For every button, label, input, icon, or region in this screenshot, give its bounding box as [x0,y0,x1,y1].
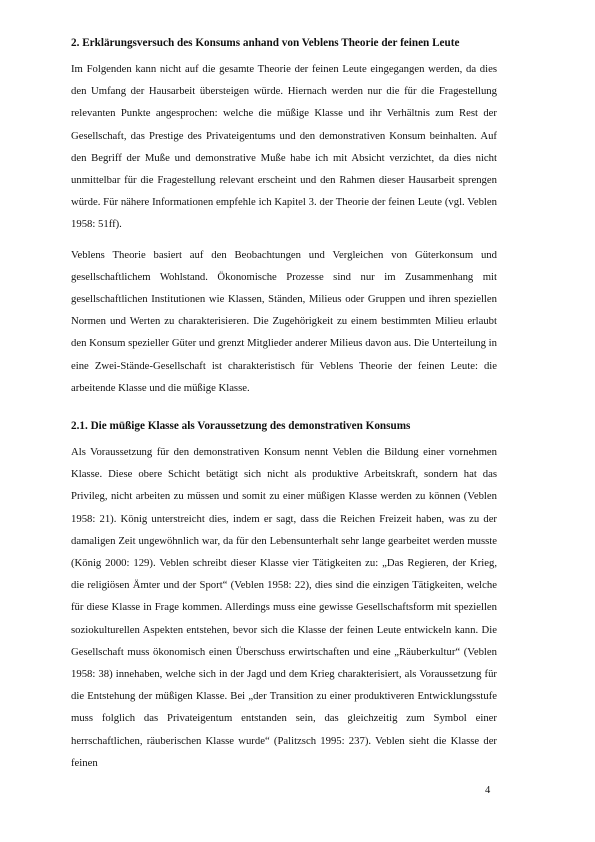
page-number: 4 [485,785,491,796]
subsection-heading: 2.1. Die müßige Klasse als Voraussetzung des demonstrativen Konsums [71,420,411,433]
page-content [71,36,497,782]
subsection [71,419,497,774]
subsection-paragraph: Als Voraussetzung für den demonstrativen Konsum nennt Veblen die Bildung einer vornehmen Klasse. Diese obere Schicht betätigt sich nicht als produktive Arbeitskraft, sondern hat das Privileg, nicht arbeiten zu müssen und somit zu einer müßigen Klasse werden zu können (Veblen 1958: 21). König unterstreicht dies, indem er sagt, dass die Reichen Freizeit haben, was zu der damaligen Zeit ungewöhnlich war, da für den Lebensunterhalt sehr lange gearbeitet werden musste (König 2000: 129). Veblen schreibt dieser Klasse vier Tätigkeiten zu: „Das Regieren, der Krieg, die religiösen Ämter und der Sport“ (Veblen 1958: 22), dies sind die einzigen Tätigkeiten, welche für diese Klasse in Frage kommen. Allerdings muss eine gewisse Gesellschaftsform mit speziellen soziokulturellen Aspekten entstehen, bevor sich die Klasse der feinen Leute entwickeln kann. Die Gesellschaft muss ökonomisch einen Überschuss erwirtschaften und eine „Räuberkultur“ (Veblen 1958: 38) innehaben, welche sich in der Jagd und dem Krieg charakterisiert, als Voraussetzung für die Entstehung der müßigen Klasse. Bei „der Transition zu einer produktiveren Entwicklungsstufe muss folglich das Privateigentum entstanden sein, das gleichzeitig zum Symbol einer herrschaftlichen, räuberischen Klasse wurde“ (Palitzsch 1995: 237). Veblen sieht die Klasse der feinen [71,446,497,769]
section-heading: 2. Erklärungsversuch des Konsums anhand von Veblens Theorie der feinen Leute [71,37,460,49]
section-paragraph-2: Veblens Theorie basiert auf den Beobachtungen und Vergleichen von Güterkonsum und gesellschaftlichem Wohlstand. Ökonomische Prozesse sind nur im Zusammenhang mit gesellschaftlichen Institutionen wie Klassen, Ständen, Milieus oder Gruppen und ihren speziellen Normen und Werten zu charakterisieren. Die Zugehörigkeit zu einem bestimmten Milieu erlaubt den Konsum spezieller Güter und grenzt Mitglieder anderer Milieus davon aus. Die Unterteilung in eine Zwei-Stände-Gesellschaft ist charakteristisch für Veblens Theorie der feinen Leute: die arbeitende Klasse und die müßige Klasse. [71,248,497,394]
section-paragraph-1: Im Folgenden kann nicht auf die gesamte Theorie der feinen Leute eingegangen werden, da dies den Umfang der Hausarbeit übersteigen würde. Hiernach werden nur die für die Fragestellung relevanten Punkte angesprochen: welche die müßige Klasse und ihr Verhältnis zum Rest der Gesellschaft, das Prestige des Privateigentums und den demonstrativen Konsum beinhalten. Auf den Begriff der Muße und demonstrative Muße habe ich mit Absicht verzichtet, da dies nicht unmittelbar für die Fragestellung relevant erscheint und den Rahmen dieser Hausarbeit sprengen würde. Für nähere Informationen empfehle ich Kapitel 3. der Theorie der feinen Leute (vgl. Veblen 1958: 51ff). [71,63,497,231]
